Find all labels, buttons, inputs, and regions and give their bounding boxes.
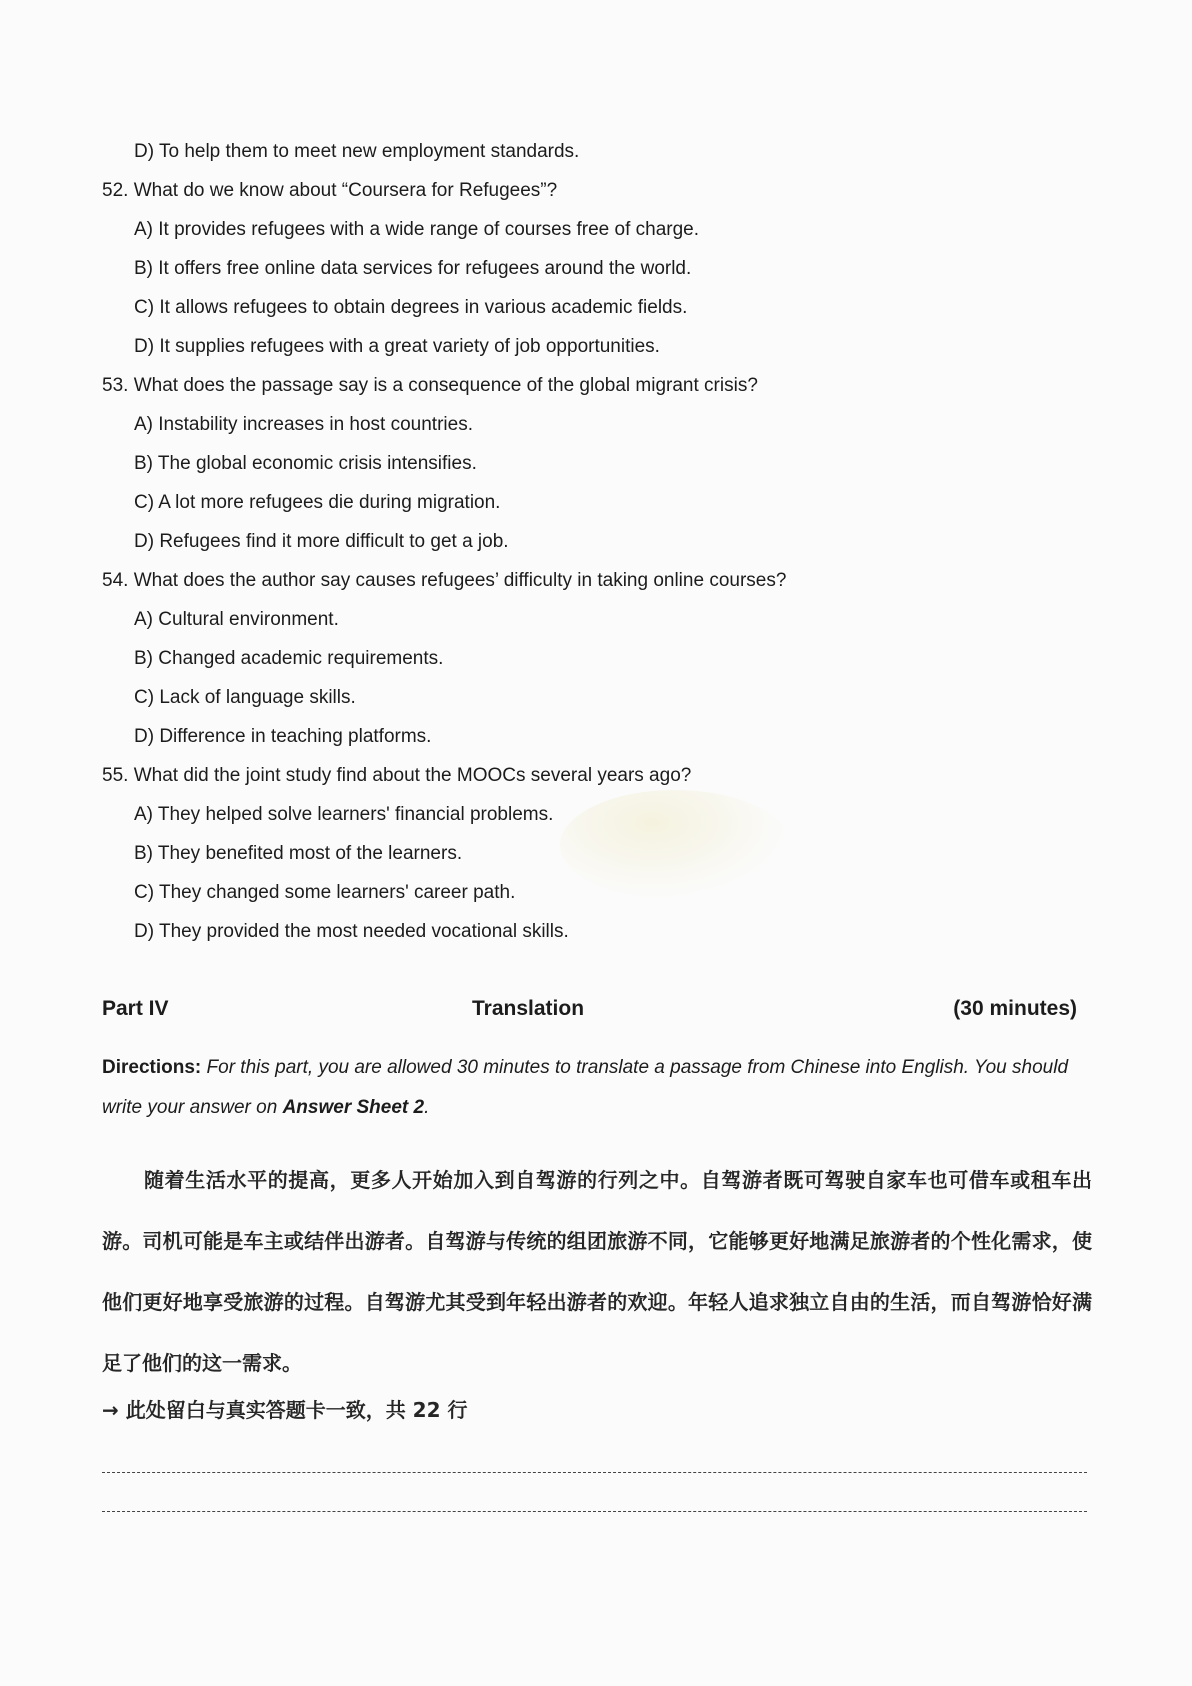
paper-smudge [560, 790, 790, 900]
directions [102, 1048, 1092, 1128]
question-number: 54. [102, 570, 129, 591]
option-55-c: C) They changed some learners' career path. [134, 882, 516, 903]
directions-label: Directions: [102, 1057, 202, 1078]
option-51-d: D) To help them to meet new employment standards. [134, 141, 580, 162]
option-52-a: A) It provides refugees with a wide range of courses free of charge. [134, 219, 700, 240]
question-text: What did the joint study find about the MOOCs several years ago? [133, 765, 692, 786]
directions-answer-sheet: Answer Sheet 2 [282, 1097, 425, 1118]
answer-line [102, 1472, 1087, 1473]
directions-end: . [424, 1097, 430, 1118]
part-label: Part IV [102, 997, 169, 1020]
question-text: What does the passage say is a consequence of the global migrant crisis? [133, 375, 758, 396]
question-54 [102, 569, 786, 593]
part-header [102, 997, 1077, 1025]
question-number: 52. [102, 180, 129, 201]
option-53-a: A) Instability increases in host countries. [134, 414, 473, 435]
option-54-b: B) Changed academic requirements. [134, 648, 444, 669]
option-55-b: B) They benefited most of the learners. [134, 843, 463, 864]
option-54-a: A) Cultural environment. [134, 609, 339, 630]
question-52 [102, 179, 557, 203]
question-number: 53. [102, 375, 129, 396]
question-text: What does the author say causes refugees’ difficulty in taking online courses? [133, 570, 787, 591]
option-54-d: D) Difference in teaching platforms. [134, 726, 432, 747]
question-53 [102, 374, 758, 398]
option-52-c: C) It allows refugees to obtain degrees in various academic fields. [134, 297, 688, 318]
question-55 [102, 764, 691, 788]
option-55-d: D) They provided the most needed vocational skills. [134, 921, 569, 942]
question-text: What do we know about “Coursera for Refugees”? [133, 180, 558, 201]
option-54-c: C) Lack of language skills. [134, 687, 356, 708]
option-52-b: B) It offers free online data services for refugees around the world. [134, 258, 692, 279]
question-number: 55. [102, 765, 129, 786]
translation-passage: 随着生活水平的提高，更多人开始加入到自驾游的行列之中。自驾游者既可驾驶自家车也可借车或租车出游。司机可能是车主或结伴出游者。自驾游与传统的组团旅游不同，它能够更好地满足旅游者的个性化需求，使他们更好地享受旅游的过程。自驾游尤其受到年轻出游者的欢迎。年轻人追求独立自由的生活，而自驾游恰好满足了他们的这一需求。 [102, 1168, 1092, 1375]
part-title: Translation [472, 997, 585, 1020]
option-53-d: D) Refugees find it more difficult to get a job. [134, 531, 509, 552]
option-52-d: D) It supplies refugees with a great variety of job opportunities. [134, 336, 660, 357]
answer-line [102, 1511, 1087, 1512]
part-time: (30 minutes) [953, 997, 1077, 1020]
option-55-a: A) They helped solve learners' financial problems. [134, 804, 554, 825]
blank-lines-note: → 此处留白与真实答题卡一致，共 22 行 [102, 1398, 468, 1422]
option-53-b: B) The global economic crisis intensifies. [134, 453, 477, 474]
directions-text: For this part, you are allowed 30 minutes to translate a passage from Chinese into English. You should write your answer on [102, 1057, 1069, 1118]
option-53-c: C) A lot more refugees die during migration. [134, 492, 501, 513]
